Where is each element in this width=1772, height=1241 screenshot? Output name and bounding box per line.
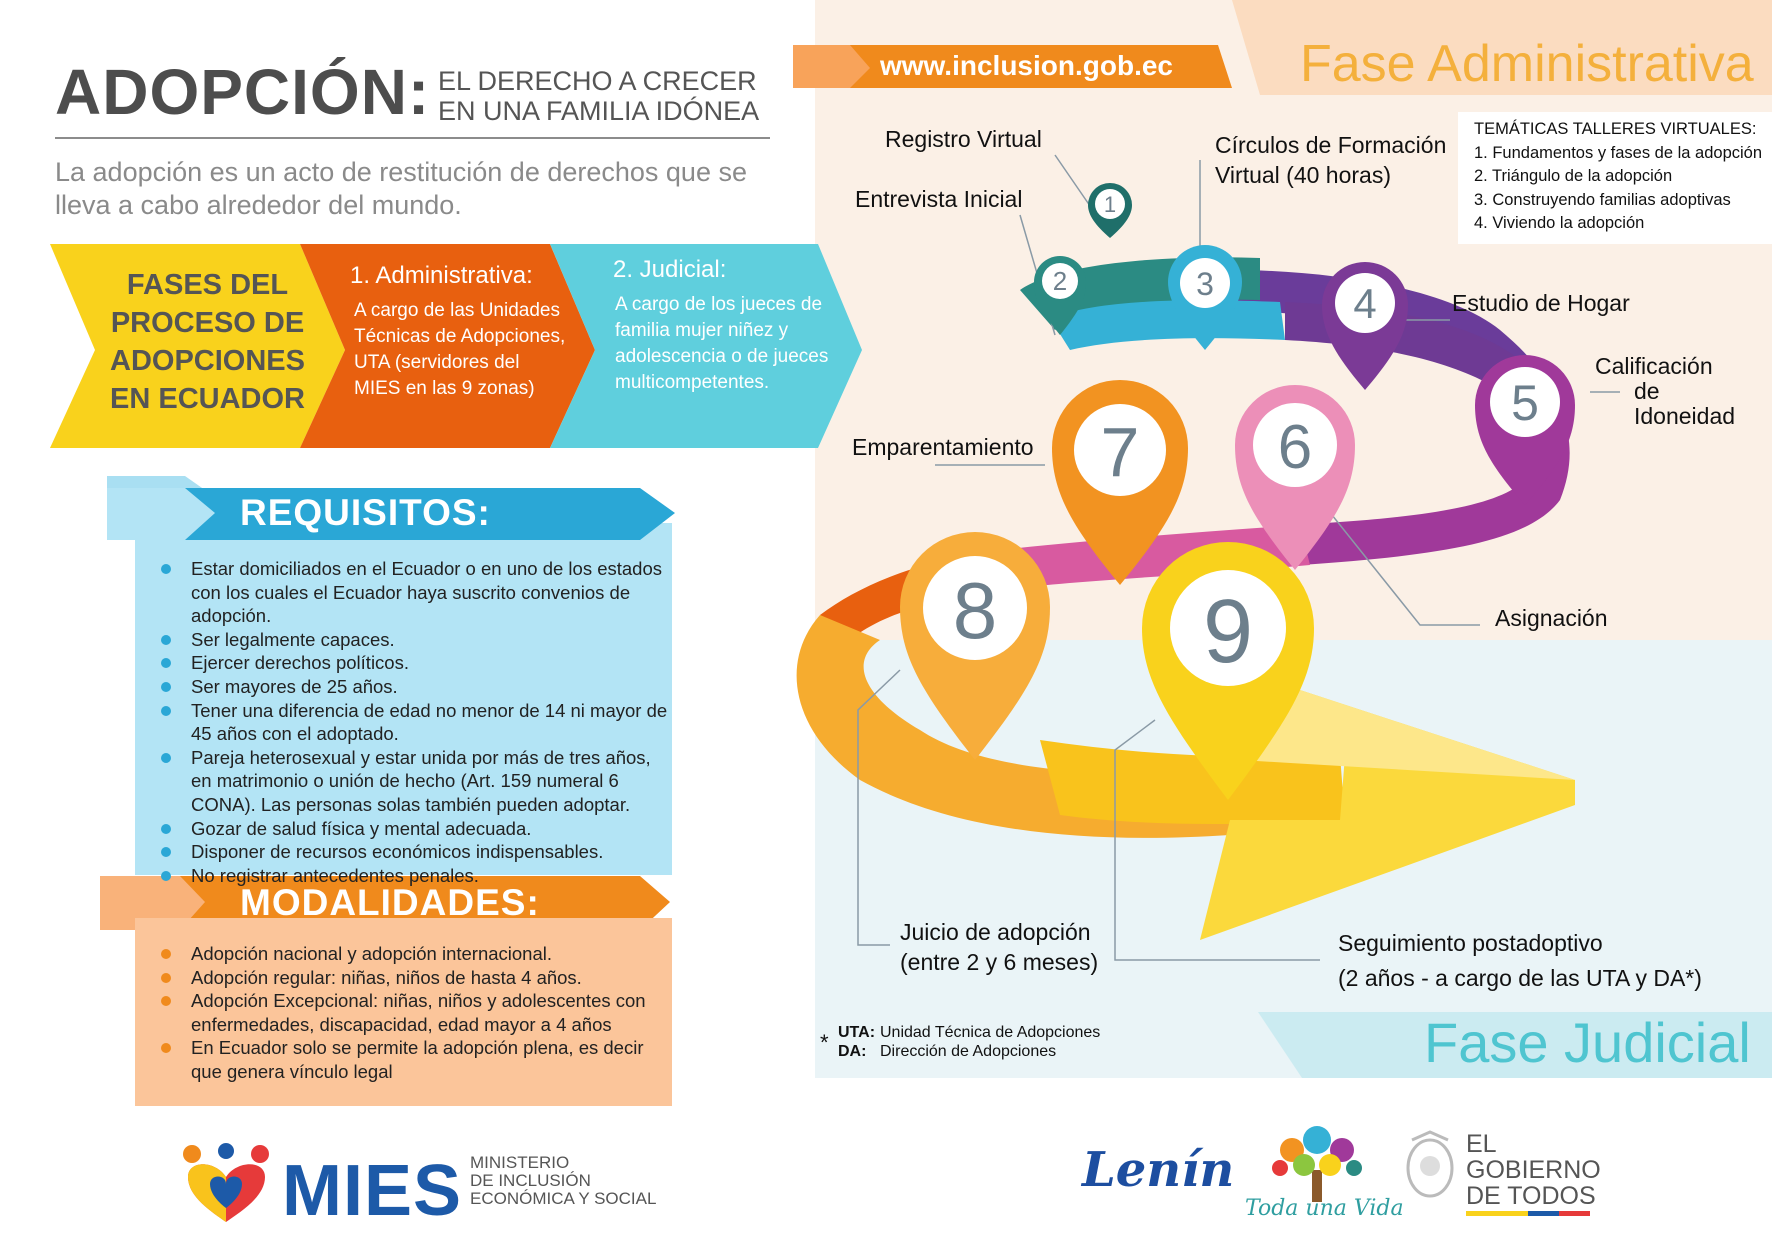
step-5-label-line-3: Idoneidad (1634, 403, 1736, 429)
list-item: En Ecuador solo se permite la adopción plena, es decir que genera vínculo legal (135, 1036, 672, 1083)
gob-line-2: GOBIERNO (1466, 1156, 1601, 1184)
requisitos-title: REQUISITOS: (240, 492, 491, 533)
svg-text:2: 2 (1052, 266, 1068, 296)
list-item: Adopción nacional y adopción internacional. (135, 942, 672, 966)
tematicas-item: 1. Fundamentos y fases de la adopción (1474, 143, 1763, 162)
step-2-label: Entrevista Inicial (855, 186, 1023, 212)
list-item: Gozar de salud física y mental adecuada. (135, 817, 672, 841)
step-9-label-line-2: (2 años - a cargo de las UTA y DA*) (1338, 965, 1702, 991)
svg-text:1: 1 (1103, 192, 1117, 217)
svg-text:9: 9 (1202, 582, 1254, 682)
mies-logo-subtitle (470, 1154, 656, 1208)
tematicas-title: TEMÁTICAS TALLERES VIRTUALES: (1474, 120, 1757, 138)
list-item: Ser mayores de 25 años. (135, 675, 672, 699)
admin-phase-title: 1. Administrativa: (350, 262, 533, 289)
mies-hearts-logo (180, 1142, 275, 1224)
list-item: Tener una diferencia de edad no menor de 14 ni mayor de 45 años con el adoptado. (135, 699, 672, 746)
modalidades-title: MODALIDADES: (240, 882, 540, 923)
step-8-label-line-2: (entre 2 y 6 meses) (900, 949, 1099, 975)
note-uta-value: Unidad Técnica de Adopciones (880, 1024, 1101, 1041)
svg-text:5: 5 (1511, 375, 1539, 431)
fase-judicial-label: Fase Judicial (1424, 1011, 1751, 1074)
svg-text:4: 4 (1353, 280, 1377, 327)
tematicas-item: 3. Construyendo familias adoptivas (1474, 190, 1731, 209)
step-3-label-line-1: Círculos de Formación (1215, 132, 1447, 158)
fase-administrativa-label: Fase Administrativa (1300, 35, 1754, 93)
lenin-logo: Lenín (1082, 1142, 1235, 1198)
phases-title-line-2: PROCESO DE (110, 307, 305, 339)
list-item: Estar domiciliados en el Ecuador o en uno de los estados con los cuales el Ecuador haya suscrito convenios de adopción. (135, 557, 672, 628)
admin-phase-body: A cargo de las Unidades Técnicas de Adopciones, UTA (servidores del MIES en las 9 zonas) (354, 300, 566, 399)
mies-logo-text: MIES (282, 1151, 463, 1231)
tematicas-item: 2. Triángulo de la adopción (1474, 167, 1673, 185)
step-4-label: Estudio de Hogar (1452, 290, 1630, 316)
judicial-phase-title: 2. Judicial: (613, 256, 727, 283)
judicial-phase-body: A cargo de los jueces de familia mujer niñez y adolescencia o de jueces multicompetentes. (615, 294, 829, 393)
svg-text:6: 6 (1277, 413, 1313, 482)
page-title: ADOPCIÓN: (55, 56, 431, 128)
mies-sub-line-1: MINISTERIO (470, 1153, 570, 1172)
subtitle-line-1: EL DERECHO A CRECER (438, 66, 757, 96)
intro-text: La adopción es un acto de restitución de derechos que se lleva a cabo alrededor del mundo. (55, 157, 747, 220)
note-asterisk: * (820, 1030, 829, 1055)
ecuador-coat-of-arms-icon (1398, 1130, 1462, 1202)
list-item: Disponer de recursos económicos indispensables. (135, 840, 672, 864)
phases-title-line-4: EN ECUADOR (110, 383, 305, 415)
list-item: Ser legalmente capaces. (135, 628, 672, 652)
gob-line-1: EL (1466, 1130, 1497, 1158)
tree-logo-icon (1262, 1120, 1372, 1205)
toda-una-vida-logo: Toda una Vida (1245, 1196, 1404, 1221)
mies-sub-line-2: DE INCLUSIÓN (470, 1171, 591, 1190)
step-6-label: Asignación (1495, 605, 1608, 631)
subtitle-line-2: EN UNA FAMILIA IDÓNEA (438, 96, 760, 126)
phases-title-line-3: ADOPCIONES (110, 345, 305, 377)
phases-title-line-1: FASES DEL (126, 269, 289, 301)
website-link[interactable]: www.inclusion.gob.ec (880, 50, 1173, 81)
step-8-label-line-1: Juicio de adopción (900, 919, 1091, 945)
step-1-label: Registro Virtual (885, 126, 1042, 152)
svg-text:8: 8 (952, 566, 998, 655)
list-item: Adopción regular: niñas, niños de hasta 4 años. (135, 966, 672, 990)
step-3-label-line-2: Virtual (40 horas) (1215, 162, 1391, 188)
list-item: Adopción Excepcional: niñas, niños y adolescentes con enfermedades, discapacidad, edad mayor a 4 años (135, 989, 672, 1036)
svg-text:3: 3 (1196, 266, 1214, 302)
list-item: Pareja heterosexual y estar unida por más de tres años, en matrimonio o unión de hecho (Art. 159 numeral 6 CONA). Las personas solas también pueden adoptar. (135, 746, 672, 817)
note-da-value: Dirección de Adopciones (880, 1043, 1057, 1060)
gob-line-3: DE TODOS (1466, 1182, 1596, 1210)
list-item: Ejercer derechos políticos. (135, 651, 672, 675)
gobierno-de-todos-logo (1466, 1131, 1601, 1209)
flag-underline (1466, 1211, 1590, 1216)
step-7-label: Emparentamiento (852, 434, 1034, 460)
mies-sub-line-3: ECONÓMICA Y SOCIAL (470, 1189, 657, 1208)
svg-text:7: 7 (1100, 413, 1140, 491)
note-da-key: DA: (838, 1043, 867, 1060)
step-5-label-line-2: de (1634, 378, 1660, 404)
tematicas-item: 4. Viviendo la adopción (1474, 214, 1645, 232)
step-5-label-line-1: Calificación (1595, 353, 1713, 379)
step-9-label-line-1: Seguimiento postadoptivo (1338, 930, 1603, 956)
list-item: No registrar antecedentes penales. (135, 864, 672, 888)
note-uta-key: UTA: (838, 1024, 876, 1041)
